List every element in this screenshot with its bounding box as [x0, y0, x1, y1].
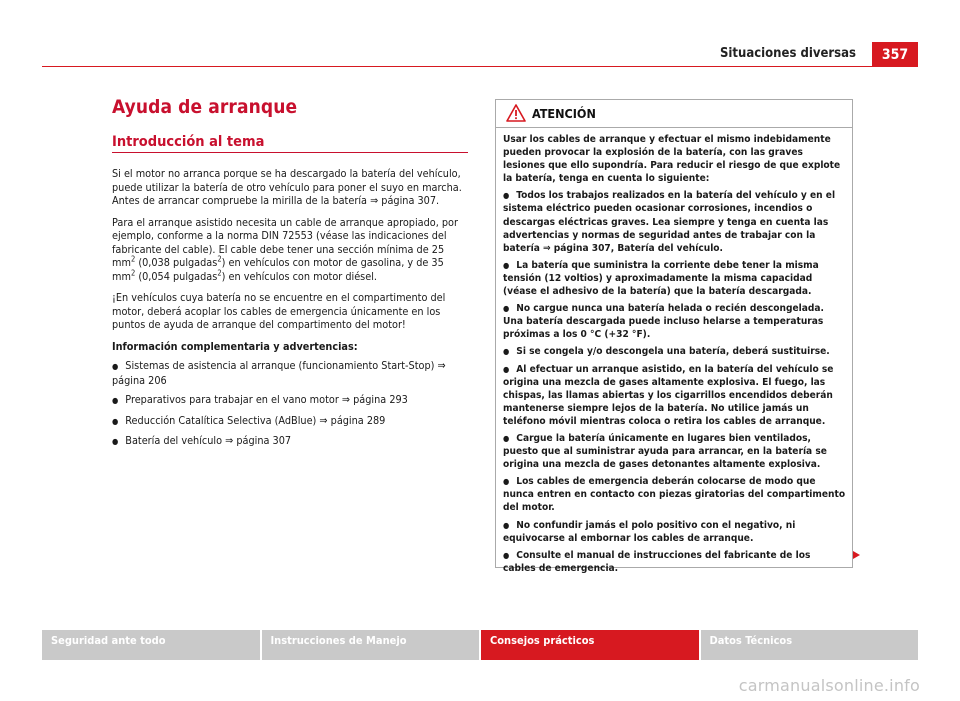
list-item-text: Si se congela y/o descongela una batería, deberá sustituirse. [516, 346, 830, 358]
bullet-icon: ● [503, 477, 510, 487]
section-title: Ayuda de arranque [112, 96, 298, 118]
tab-datos[interactable]: Datos Técnicos [701, 630, 919, 660]
list-item-text: Reducción Catalítica Selectiva (AdBlue) ⇒ página 289 [125, 413, 386, 427]
tab-seguridad[interactable]: Seguridad ante todo [42, 630, 260, 660]
list-item-text: Consulte el manual de instrucciones del fabricante de los cables de emergencia. [503, 549, 811, 574]
bullet-icon: ● [503, 364, 510, 374]
list-item [112, 393, 468, 408]
warning-header [496, 100, 852, 128]
bullet-icon: ● [503, 347, 510, 357]
tab-instrucciones[interactable]: Instrucciones de Manejo [262, 630, 480, 660]
bullet-icon: ● [112, 396, 119, 405]
warning-box [495, 99, 853, 574]
list-item [503, 189, 846, 254]
bullet-icon: ● [503, 191, 510, 201]
bullet-icon: ● [112, 437, 119, 446]
list-item [112, 434, 468, 449]
list-item [503, 432, 846, 471]
watermark: carmanualsonline.info [738, 676, 920, 695]
header-rule [42, 66, 918, 67]
warning-title: ATENCIÓN [532, 106, 596, 121]
list-item [112, 359, 468, 387]
section-subtitle: Introducción al tema [112, 134, 468, 153]
list-item-text: Preparativos para trabajar en el vano motor ⇒ página 293 [125, 393, 408, 406]
bullet-icon: ● [503, 520, 510, 530]
list-item-text: La batería que suministra la corriente debe tener la misma tensión (12 voltios) y aproximadamente la misma capacidad (véase el adhesivo de la batería) que la batería descargada. [503, 259, 819, 298]
main-column [112, 96, 468, 455]
paragraph-intro: Si el motor no arranca porque se ha descargado la batería del vehículo, puede utilizar la batería de otro vehículo para poner el suyo en marcha. Antes de arrancar compruebe la mirilla de la batería ⇒ página 307. [112, 167, 462, 207]
tab-consejos[interactable]: Consejos prácticos [481, 630, 699, 660]
list-item [503, 475, 846, 514]
warning-intro: Usar los cables de arranque y efectuar el mismo indebidamente pueden provocar la explosión de la batería, con las graves lesiones que ello supondría. Para reducir el riesgo de que explote la batería, tenga en cuenta lo siguiente: [503, 134, 841, 185]
bullet-icon: ● [112, 416, 119, 426]
list-item [503, 549, 846, 575]
list-item-text: Al efectuar un arranque asistido, en la batería del vehículo se origina una mezcla de gases altamente explosiva. El fuego, las chispas, las llamas abiertas y los cigarrillos encendidos deberán mantenerse siempre lejos de la batería. No utilice jamás un teléfono móvil mientras coloca o retira los cables de arranque. [503, 363, 834, 427]
list-item-text: Sistemas de asistencia al arranque (funcionamiento Start-Stop) ⇒ página 206 [112, 359, 446, 387]
list-item-text: Todos los trabajos realizados en la batería del vehículo y en el sistema eléctrico pueden ocasionar corrosiones, incendios o descargas eléctricas graves. Lea siempre y tenga en cuenta las advertencias y normas de seguridad antes de trabajar con la batería ⇒ página 307, Batería del vehículo. [503, 190, 836, 254]
continue-arrow-icon [853, 551, 860, 559]
warning-triangle-icon [506, 104, 526, 122]
list-item [503, 519, 846, 545]
paragraph-battery-location: ¡En vehículos cuya batería no se encuentre en el compartimento del motor, deberá acoplar los cables de emergencia únicamente en los puntos de ayuda de arranque del compartimento del motor! [112, 291, 446, 331]
bullet-icon: ● [503, 304, 510, 314]
warning-list [503, 189, 846, 575]
info-heading: Información complementaria y advertencias: [112, 339, 358, 353]
bullet-icon: ● [112, 362, 119, 371]
list-item-text: Los cables de emergencia deberán colocarse de modo que nunca entren en contacto con piezas giratorias del compartimento del motor. [503, 476, 846, 514]
list-item [503, 259, 846, 298]
list-item-text: Cargue la batería únicamente en lugares bien ventilados, puesto que al suministrar ayuda para arrancar, en la batería se origina una mezcla de gases detonantes altamente explosiva. [503, 432, 827, 471]
list-item [503, 345, 846, 358]
list-item-text: No cargue nunca una batería helada o recién descongelada. Una batería descargada puede incluso helarse a temperaturas próximas a los 0 °C (+32 °F). [503, 303, 824, 341]
info-list [112, 359, 468, 449]
page-number: 357 [872, 42, 918, 66]
list-item [503, 302, 846, 341]
warning-body [496, 128, 852, 575]
running-header: Situaciones diversas [719, 46, 856, 61]
list-item [503, 363, 846, 428]
bullet-icon: ● [503, 260, 510, 270]
list-item-text: Batería del vehículo ⇒ página 307 [125, 434, 292, 447]
bullet-icon: ● [503, 550, 510, 560]
footer-tabs [42, 630, 918, 660]
list-item [112, 414, 468, 429]
bullet-icon: ● [503, 433, 510, 443]
list-item-text: No confundir jamás el polo positivo con el negativo, ni equivocarse al embornar los cables de arranque. [503, 519, 796, 544]
paragraph-cable: Para el arranque asistido necesita un cable de arranque apropiado, por ejemplo, conforme a la norma DIN 72553 (véase las indicaciones del fabricante del cable). El cable debe tener una sección mínima de 25 $mm^2$ (0,038 pulgadas$^2$) en vehículos con motor de gasolina, y de 35 $mm^2$ (0,054 pulgadas$^2$) en vehículos con motor diésel. [112, 215, 458, 283]
